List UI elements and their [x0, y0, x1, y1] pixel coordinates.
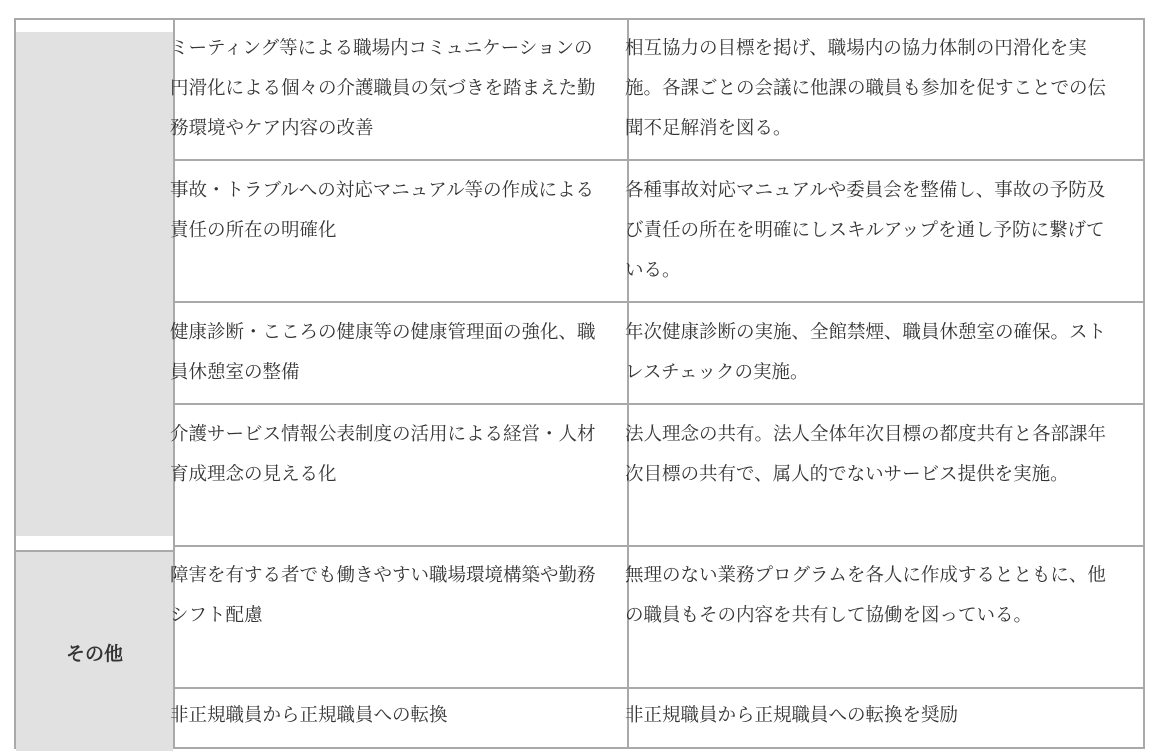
row-divider — [173, 301, 1143, 303]
table-row-detail: 法人理念の共有。法人全体年次目標の都度共有と各部課年次目標の共有で、属人的でないサービス提供を実施。 — [625, 424, 1107, 485]
row-divider — [173, 403, 1143, 405]
table-row-detail: 各種事故対応マニュアルや委員会を整備し、事故の予防及び責任の所在を明確にしスキルアップを通し予防に繋げている。 — [625, 180, 1106, 281]
row-divider — [173, 159, 1143, 161]
table-row-item: 健康診断・こころの健康等の健康管理面の強化、職員休憩室の整備 — [170, 322, 596, 383]
table-row-detail: 無理のない業務プログラムを各人に作成するとともに、他の職員もその内容を共有して協働を図っている。 — [625, 565, 1106, 626]
table-row-item: 障害を有する者でも働きやすい職場環境構築や勤務シフト配慮 — [170, 565, 596, 626]
table-row-detail: 年次健康診断の実施、全館禁煙、職員休憩室の確保。ストレスチェックの実施。 — [625, 322, 1107, 383]
table-row-detail: 相互協力の目標を掲げ、職場内の協力体制の円滑化を実施。各課ごとの会議に他課の職員も参加を促すことでの伝聞不足解消を図る。 — [625, 38, 1107, 139]
table-row-item: 非正規職員から正規職員への転換 — [170, 705, 448, 726]
row-divider — [173, 687, 1143, 689]
row-divider — [173, 545, 1143, 547]
category-cell — [16, 32, 173, 536]
table-row-item: 介護サービス情報公表制度の活用による経営・人材育成理念の見える化 — [170, 424, 596, 485]
table-row-item: 事故・トラブルへの対応マニュアル等の作成による責任の所在の明確化 — [170, 180, 595, 241]
category-label: その他 — [65, 643, 123, 665]
table-row-detail: 非正規職員から正規職員への転換を奨励 — [625, 705, 959, 726]
category-cell-other — [16, 550, 173, 751]
table-row-item: ミーティング等による職場内コミュニケーションの円滑化による個々の介護職員の気づきを踏まえた勤務環境やケア内容の改善 — [170, 38, 596, 139]
